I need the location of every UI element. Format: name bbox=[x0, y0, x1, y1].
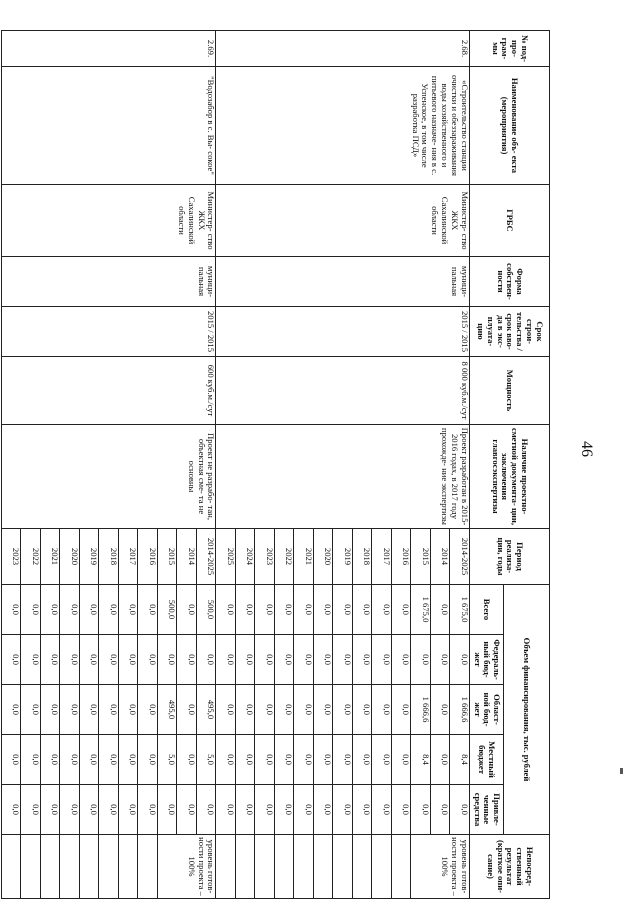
period-cell: 2017 bbox=[372, 529, 392, 585]
extra-cell: 0,0 bbox=[138, 785, 158, 835]
header-term: Срок строи- тельства / срок вво- да в экс- плуата- цию bbox=[470, 307, 550, 357]
extra-cell: 0,0 bbox=[314, 785, 334, 835]
table-body bbox=[2, 31, 470, 899]
project-name: "Водозабор в с. Вы- сокое" bbox=[2, 67, 217, 185]
extra-cell: 0,0 bbox=[392, 785, 412, 835]
header-ownership: Форма собствен- ности bbox=[470, 257, 550, 307]
federal-cell: 0,0 bbox=[119, 635, 139, 685]
regional-cell: 1 666,6 bbox=[450, 685, 470, 735]
table-header bbox=[470, 31, 550, 899]
total-cell: 0,0 bbox=[60, 585, 80, 635]
extra-cell: 0,0 bbox=[99, 785, 119, 835]
result-empty-cell bbox=[353, 835, 373, 899]
federal-cell: 0,0 bbox=[431, 635, 451, 685]
period-cell: 2017 bbox=[119, 529, 139, 585]
extra-cell: 0,0 bbox=[216, 785, 236, 835]
federal-cell: 0,0 bbox=[60, 635, 80, 685]
total-cell: 0,0 bbox=[41, 585, 61, 635]
result-empty-cell bbox=[314, 835, 334, 899]
extra-cell: 0,0 bbox=[411, 785, 431, 835]
federal-cell: 0,0 bbox=[41, 635, 61, 685]
period-cell: 2019 bbox=[80, 529, 100, 585]
period-cell: 2023 bbox=[2, 529, 22, 585]
local-cell: 5,0 bbox=[158, 735, 178, 785]
result-empty-cell bbox=[255, 835, 275, 899]
result-empty-cell bbox=[41, 835, 61, 899]
regional-cell: 0,0 bbox=[138, 685, 158, 735]
total-cell: 0,0 bbox=[236, 585, 256, 635]
project-grbs: Министер- ство ЖКХ Сахалинской области bbox=[2, 185, 217, 257]
local-cell: 0,0 bbox=[21, 735, 41, 785]
result-empty-cell bbox=[138, 835, 158, 899]
regional-cell: 0,0 bbox=[431, 685, 451, 735]
header-result: Непосред- ственный результат (краткое опи- сание) bbox=[470, 835, 550, 899]
period-cell: 2014-2025 bbox=[450, 529, 470, 585]
regional-cell: 0,0 bbox=[255, 685, 275, 735]
table-row bbox=[197, 31, 217, 899]
result-empty-cell bbox=[294, 835, 314, 899]
regional-cell: 0,0 bbox=[99, 685, 119, 735]
total-cell: 0,0 bbox=[255, 585, 275, 635]
extra-cell: 0,0 bbox=[197, 785, 217, 835]
federal-cell: 0,0 bbox=[314, 635, 334, 685]
regional-cell: 0,0 bbox=[216, 685, 236, 735]
extra-cell: 0,0 bbox=[450, 785, 470, 835]
result-empty-cell bbox=[60, 835, 80, 899]
period-cell: 2018 bbox=[99, 529, 119, 585]
header-name: Наименование объ- екта (мероприятия) bbox=[470, 67, 550, 185]
local-cell: 0,0 bbox=[236, 735, 256, 785]
period-cell: 2024 bbox=[236, 529, 256, 585]
result-empty-cell bbox=[372, 835, 392, 899]
local-cell: 0,0 bbox=[275, 735, 295, 785]
header-extra: Привле- ченные средства bbox=[470, 785, 504, 835]
regional-cell: 495,0 bbox=[158, 685, 178, 735]
federal-cell: 0,0 bbox=[177, 635, 197, 685]
federal-cell: 0,0 bbox=[275, 635, 295, 685]
federal-cell: 0,0 bbox=[372, 635, 392, 685]
total-cell: 0,0 bbox=[392, 585, 412, 635]
local-cell: 0,0 bbox=[80, 735, 100, 785]
local-cell: 5,0 bbox=[197, 735, 217, 785]
header-grbs: ГРБС bbox=[470, 185, 550, 257]
federal-cell: 0,0 bbox=[99, 635, 119, 685]
total-cell: 0,0 bbox=[2, 585, 22, 635]
extra-cell: 0,0 bbox=[60, 785, 80, 835]
extra-cell: 0,0 bbox=[353, 785, 373, 835]
period-cell: 2025 bbox=[216, 529, 236, 585]
header-capacity: Мощность bbox=[470, 357, 550, 425]
extra-cell: 0,0 bbox=[2, 785, 22, 835]
extra-cell: 0,0 bbox=[236, 785, 256, 835]
regional-cell: 0,0 bbox=[372, 685, 392, 735]
regional-cell: 0,0 bbox=[294, 685, 314, 735]
local-cell: 0,0 bbox=[41, 735, 61, 785]
extra-cell: 0,0 bbox=[431, 785, 451, 835]
total-cell: 0,0 bbox=[119, 585, 139, 635]
federal-cell: 0,0 bbox=[411, 635, 431, 685]
federal-cell: 0,0 bbox=[294, 635, 314, 685]
total-cell: 0,0 bbox=[21, 585, 41, 635]
result-empty-cell bbox=[2, 835, 22, 899]
total-cell: 500,0 bbox=[197, 585, 217, 635]
period-cell: 2018 bbox=[353, 529, 373, 585]
result-empty-cell bbox=[392, 835, 412, 899]
local-cell: 0,0 bbox=[138, 735, 158, 785]
regional-cell: 0,0 bbox=[314, 685, 334, 735]
local-cell: 8,4 bbox=[411, 735, 431, 785]
federal-cell: 0,0 bbox=[2, 635, 22, 685]
regional-cell: 0,0 bbox=[21, 685, 41, 735]
project-result: уровень готов- ности проекта – 100% bbox=[158, 835, 217, 899]
regional-cell: 1 666,6 bbox=[411, 685, 431, 735]
project-num: 2.68. bbox=[216, 31, 470, 67]
regional-cell: 495,0 bbox=[197, 685, 217, 735]
regional-cell: 0,0 bbox=[119, 685, 139, 735]
total-cell: 0,0 bbox=[275, 585, 295, 635]
period-cell: 2016 bbox=[138, 529, 158, 585]
total-cell: 500,0 bbox=[158, 585, 178, 635]
period-cell: 2015 bbox=[158, 529, 178, 585]
total-cell: 0,0 bbox=[177, 585, 197, 635]
header-total: Всего bbox=[470, 585, 504, 635]
extra-cell: 0,0 bbox=[158, 785, 178, 835]
total-cell: 1 675,0 bbox=[411, 585, 431, 635]
extra-cell: 0,0 bbox=[119, 785, 139, 835]
federal-cell: 0,0 bbox=[80, 635, 100, 685]
project-capacity: 600 куб.м./сут bbox=[2, 357, 217, 425]
regional-cell: 0,0 bbox=[60, 685, 80, 735]
federal-cell: 0,0 bbox=[255, 635, 275, 685]
project-ownership: муници- пальная bbox=[2, 257, 217, 307]
period-cell: 2023 bbox=[255, 529, 275, 585]
period-cell: 2022 bbox=[21, 529, 41, 585]
period-cell: 2014 bbox=[177, 529, 197, 585]
federal-cell: 0,0 bbox=[353, 635, 373, 685]
local-cell: 0,0 bbox=[392, 735, 412, 785]
federal-cell: 0,0 bbox=[216, 635, 236, 685]
total-cell: 0,0 bbox=[372, 585, 392, 635]
local-cell: 0,0 bbox=[2, 735, 22, 785]
period-cell: 2016 bbox=[392, 529, 412, 585]
extra-cell: 0,0 bbox=[41, 785, 61, 835]
extra-cell: 0,0 bbox=[372, 785, 392, 835]
header-regional: Област- ной бюд- жет bbox=[470, 685, 504, 735]
local-cell: 0,0 bbox=[333, 735, 353, 785]
header-psd: Наличие проектно- сметной документа- ции, заключения главгосэкспертизы bbox=[470, 425, 550, 529]
extra-cell: 0,0 bbox=[255, 785, 275, 835]
federal-cell: 0,0 bbox=[392, 635, 412, 685]
header-local: Местный бюджет bbox=[470, 735, 504, 785]
result-empty-cell bbox=[99, 835, 119, 899]
local-cell: 0,0 bbox=[255, 735, 275, 785]
total-cell: 0,0 bbox=[353, 585, 373, 635]
federal-cell: 0,0 bbox=[236, 635, 256, 685]
period-cell: 2021 bbox=[294, 529, 314, 585]
result-empty-cell bbox=[236, 835, 256, 899]
period-cell: 2014-2025 bbox=[197, 529, 217, 585]
total-cell: 0,0 bbox=[294, 585, 314, 635]
local-cell: 0,0 bbox=[294, 735, 314, 785]
result-empty-cell bbox=[275, 835, 295, 899]
total-cell: 0,0 bbox=[333, 585, 353, 635]
local-cell: 0,0 bbox=[431, 735, 451, 785]
federal-cell: 0,0 bbox=[450, 635, 470, 685]
extra-cell: 0,0 bbox=[21, 785, 41, 835]
result-empty-cell bbox=[21, 835, 41, 899]
project-ownership: муници- пальная bbox=[216, 257, 470, 307]
local-cell: 0,0 bbox=[314, 735, 334, 785]
project-term: 2015 / 2015 bbox=[2, 307, 217, 357]
federal-cell: 0,0 bbox=[138, 635, 158, 685]
total-cell: 0,0 bbox=[216, 585, 236, 635]
period-cell: 2020 bbox=[314, 529, 334, 585]
regional-cell: 0,0 bbox=[236, 685, 256, 735]
header-financing: Объем финансирования, тыс. рублей bbox=[504, 585, 550, 835]
result-empty-cell bbox=[333, 835, 353, 899]
project-term: 2015 / 2015 bbox=[216, 307, 470, 357]
extra-cell: 0,0 bbox=[333, 785, 353, 835]
regional-cell: 0,0 bbox=[177, 685, 197, 735]
period-cell: 2015 bbox=[411, 529, 431, 585]
local-cell: 0,0 bbox=[216, 735, 236, 785]
project-capacity: 8 000 куб.м./сут bbox=[216, 357, 470, 425]
total-cell: 0,0 bbox=[80, 585, 100, 635]
extra-cell: 0,0 bbox=[275, 785, 295, 835]
result-empty-cell bbox=[216, 835, 236, 899]
regional-cell: 0,0 bbox=[392, 685, 412, 735]
regional-cell: 0,0 bbox=[80, 685, 100, 735]
project-grbs: Министер- ство ЖКХ Сахалинской области bbox=[216, 185, 470, 257]
federal-cell: 0,0 bbox=[333, 635, 353, 685]
local-cell: 0,0 bbox=[353, 735, 373, 785]
regional-cell: 0,0 bbox=[41, 685, 61, 735]
project-psd: Проект разработан в 2015-2016 годах, в 2017 году прохожде- ние экспертизы bbox=[216, 425, 470, 529]
header-period: Период реализа- ции, годы bbox=[470, 529, 550, 585]
header-num: № под- про- грам- мы bbox=[470, 31, 550, 67]
project-psd: Проект не разрабо- тан, объектная сме- та не основны bbox=[2, 425, 217, 529]
table-row bbox=[450, 31, 470, 899]
regional-cell: 0,0 bbox=[333, 685, 353, 735]
local-cell: 0,0 bbox=[99, 735, 119, 785]
extra-cell: 0,0 bbox=[177, 785, 197, 835]
total-cell: 1 675,0 bbox=[450, 585, 470, 635]
regional-cell: 0,0 bbox=[275, 685, 295, 735]
extra-cell: 0,0 bbox=[294, 785, 314, 835]
local-cell: 8,4 bbox=[450, 735, 470, 785]
local-cell: 0,0 bbox=[119, 735, 139, 785]
extra-cell: 0,0 bbox=[80, 785, 100, 835]
local-cell: 0,0 bbox=[60, 735, 80, 785]
scan-mark bbox=[620, 768, 623, 774]
total-cell: 0,0 bbox=[138, 585, 158, 635]
period-cell: 2014 bbox=[431, 529, 451, 585]
federal-cell: 0,0 bbox=[158, 635, 178, 685]
total-cell: 0,0 bbox=[431, 585, 451, 635]
header-federal: Федераль- ный бюд- жет bbox=[470, 635, 504, 685]
result-empty-cell bbox=[80, 835, 100, 899]
regional-cell: 0,0 bbox=[353, 685, 373, 735]
total-cell: 0,0 bbox=[99, 585, 119, 635]
federal-cell: 0,0 bbox=[197, 635, 217, 685]
period-cell: 2021 bbox=[41, 529, 61, 585]
local-cell: 0,0 bbox=[177, 735, 197, 785]
project-result: уровень готов- ности проекта – 100% bbox=[411, 835, 470, 899]
total-cell: 0,0 bbox=[314, 585, 334, 635]
project-num: 2.69. bbox=[2, 31, 217, 67]
period-cell: 2019 bbox=[333, 529, 353, 585]
period-cell: 2022 bbox=[275, 529, 295, 585]
federal-cell: 0,0 bbox=[21, 635, 41, 685]
period-cell: 2020 bbox=[60, 529, 80, 585]
page-number: 46 bbox=[578, 441, 595, 457]
result-empty-cell bbox=[119, 835, 139, 899]
financing-table bbox=[1, 30, 550, 899]
project-name: «Строительство станции очистки и обеззараживания воды хозяйственного и питьевого назначе- ния в с. Успенское, в том числе разработка ПСД» bbox=[216, 67, 470, 185]
local-cell: 0,0 bbox=[372, 735, 392, 785]
regional-cell: 0,0 bbox=[2, 685, 22, 735]
